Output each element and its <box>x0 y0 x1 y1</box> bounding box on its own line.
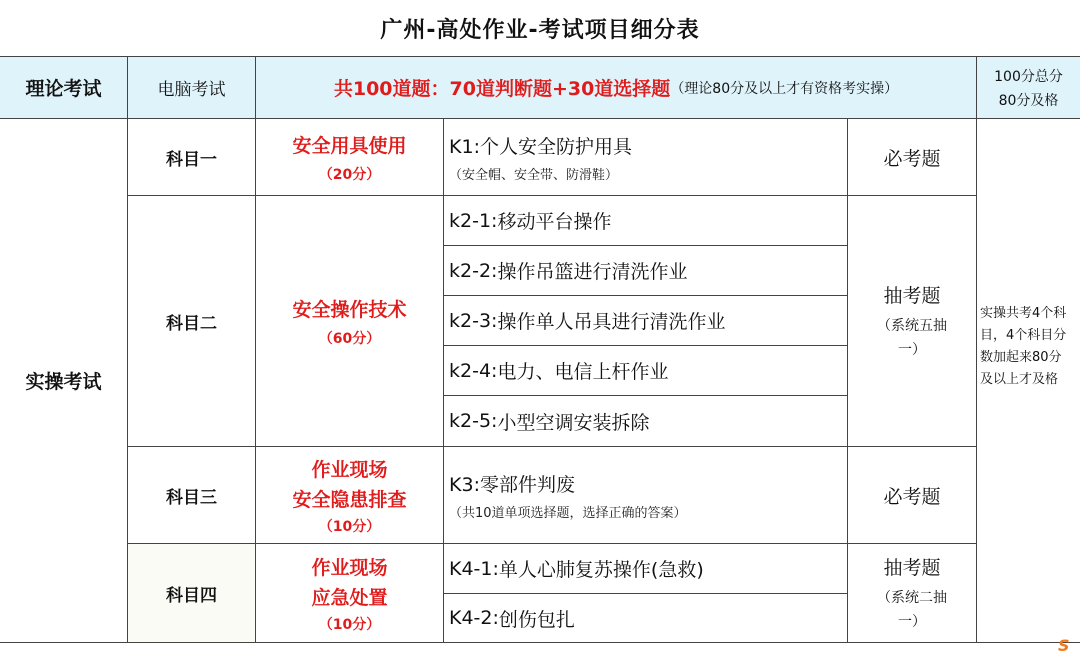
subject-4-item-2: K4-2 : 创伤包扎 <box>444 594 848 643</box>
subject-4-topic-line2: 应急处置 <box>311 586 388 609</box>
subject-2-item-2: k2-2 : 操作吊篮进行清洗作业 <box>444 246 848 296</box>
item-code: K1 <box>449 135 474 158</box>
theory-total <box>977 57 1080 119</box>
subject-2-item-5: k2-5 : 小型空调安装拆除 <box>444 396 848 447</box>
subject-4-type <box>848 544 977 643</box>
subject-2-type-text: 抽考题 <box>883 284 941 307</box>
theory-summary-main: 共100道题：70道判断题+30道选择题 <box>333 78 671 100</box>
theory-total-line1: 100分总分 <box>994 68 1063 85</box>
item-title: 个人安全防护用具 <box>479 135 632 158</box>
item-title: 移动平台操作 <box>497 211 612 233</box>
subject-4-type-text: 抽考题 <box>883 556 941 579</box>
item-title: 电力、电信上杆作业 <box>497 361 669 383</box>
subject-3-name: 科目三 <box>128 447 256 544</box>
item-code: k2-1 <box>449 209 492 232</box>
subject-2-name: 科目二 <box>128 196 256 447</box>
item-code-title: K1:个人安全防护用具 <box>449 135 632 158</box>
subject-3-topic <box>256 447 444 544</box>
subject-4-item-1: K4-1 : 单人心肺复苏操作(急救) <box>444 544 848 594</box>
subject-1-topic <box>256 119 444 196</box>
subject-1-name: 科目一 <box>128 119 256 196</box>
item-code-title: K3:零部件判废 <box>449 473 575 496</box>
subject-3-score: （10分） <box>318 518 381 535</box>
subject-2-topic <box>256 196 444 447</box>
subject-3-topic-line1: 作业现场 <box>311 458 388 481</box>
item-title: 操作单人吊具进行清洗作业 <box>497 311 726 333</box>
practical-note <box>977 119 1080 643</box>
theory-mode: 电脑考试 <box>128 57 256 119</box>
item-code: k2-5 <box>449 410 492 432</box>
item-code: k2-4 <box>449 359 492 382</box>
subject-1-topic-text: 安全用具使用 <box>292 134 407 157</box>
subject-4-type-note: （系统二抽一） <box>877 589 947 630</box>
item-code: k2-3 <box>449 309 492 332</box>
subject-3-topic-line2: 安全隐患排查 <box>292 488 407 511</box>
subject-4-name: 科目四 <box>128 544 256 643</box>
item-code: K4-1 <box>449 557 493 580</box>
theory-summary-note: （理论80分及以上才有资格考实操） <box>670 80 899 97</box>
watermark-logo: S <box>1058 636 1070 655</box>
subject-4-topic-line1: 作业现场 <box>311 556 388 579</box>
item-title: 创伤包扎 <box>498 608 575 631</box>
subject-1-item <box>444 119 848 196</box>
item-code: K4-2 <box>449 607 493 629</box>
subject-2-item-4: k2-4 : 电力、电信上杆作业 <box>444 346 848 396</box>
subject-4-score: （10分） <box>318 616 381 633</box>
item-code: K3 <box>449 473 474 496</box>
theory-summary <box>256 57 977 119</box>
item-code: k2-2 <box>449 259 492 282</box>
subject-2-item-3: k2-3 : 操作单人吊具进行清洗作业 <box>444 296 848 346</box>
item-title: 单人心肺复苏操作(急救) <box>498 559 704 581</box>
subject-1-score: （20分） <box>318 166 381 183</box>
practical-note-text: 实操共考4个科目，4个科目分数加起来80分及以上才及格 <box>980 306 1067 387</box>
subject-3-item <box>444 447 848 544</box>
subject-2-type-note: （系统五抽一） <box>877 317 947 358</box>
theory-total-line2: 80分及格 <box>998 92 1059 109</box>
subject-2-topic-text: 安全操作技术 <box>292 298 407 321</box>
item-title: 操作吊篮进行清洗作业 <box>497 261 688 283</box>
item-detail: （共10道单项选择题，选择正确的答案） <box>449 505 687 521</box>
subject-4-topic <box>256 544 444 643</box>
page-title: 广州-高处作业-考试项目细分表 <box>380 17 700 43</box>
practical-label: 实操考试 <box>0 119 128 643</box>
subject-3-type: 必考题 <box>848 447 977 544</box>
subject-2-type <box>848 196 977 447</box>
subject-1-type: 必考题 <box>848 119 977 196</box>
theory-label: 理论考试 <box>0 57 128 119</box>
item-title: 零部件判废 <box>479 473 575 496</box>
subject-2-score: （60分） <box>318 330 381 347</box>
item-detail: （安全帽、安全带、防滑鞋） <box>449 167 619 183</box>
item-title: 小型空调安装拆除 <box>497 411 650 434</box>
subject-2-item-1: k2-1 : 移动平台操作 <box>444 196 848 246</box>
